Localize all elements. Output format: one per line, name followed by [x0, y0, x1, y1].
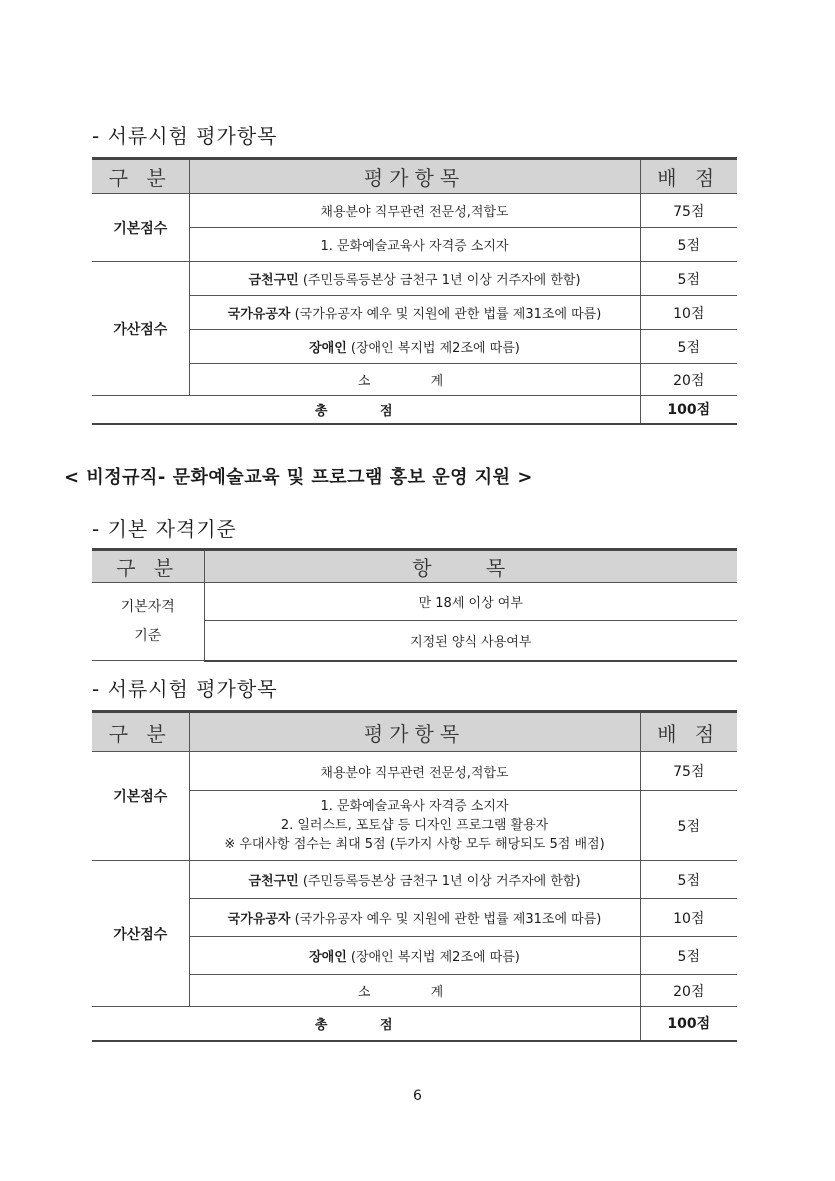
header-items: 항 목 — [204, 550, 737, 583]
bonus-row-detail: (장애인 복지법 제2조에 따름) — [346, 341, 520, 356]
header-category: 구 분 — [92, 159, 189, 194]
total-label: 총 점 — [92, 1007, 640, 1041]
basic-qualification-label — [92, 583, 204, 661]
section3-heading: - 서류시험 평가항목 — [92, 677, 278, 701]
bonus-row-text — [189, 296, 640, 330]
table-header-row — [92, 159, 737, 194]
bonus-row-points: 5점 — [640, 937, 737, 975]
table-row — [92, 228, 737, 262]
total-label: 총 점 — [92, 396, 640, 424]
bonus-row-points: 5점 — [640, 861, 737, 899]
table-row — [92, 975, 737, 1007]
bonus-score-label: 가산점수 — [92, 861, 189, 1007]
table-row — [92, 1007, 737, 1041]
section1-heading: - 서류시험 평가항목 — [92, 124, 278, 148]
bonus-row-title: 금천구민 — [248, 273, 299, 288]
base-row-note: ※ 우대사항 점수는 최대 5점 (두가지 사항 모두 해당되도 5점 배점) — [224, 837, 605, 852]
bonus-row-title: 금천구민 — [248, 874, 299, 889]
table-header-row — [92, 550, 737, 583]
subtotal-points: 20점 — [640, 364, 737, 396]
bonus-row-text — [189, 262, 640, 296]
label-line: 기본자격 — [120, 598, 175, 615]
table-row — [92, 899, 737, 937]
base-row-text: 1. 문화예술교육사 자격증 소지자 — [189, 228, 640, 262]
header-points: 배 점 — [640, 159, 737, 194]
table-row — [92, 791, 737, 861]
base-row-points: 5점 — [640, 791, 737, 861]
base-row-points: 5점 — [640, 228, 737, 262]
bonus-row-detail: (국가유공자 예우 및 지원에 관한 법률 제31조에 따름) — [290, 912, 602, 927]
bonus-row-text — [189, 330, 640, 364]
subtotal-points: 20점 — [640, 975, 737, 1007]
base-score-label: 기본점수 — [92, 752, 189, 861]
table-header-row — [92, 712, 737, 752]
bonus-row-title: 국가유공자 — [227, 307, 291, 322]
base-row-line: 1. 문화예술교육사 자격증 소지자 — [320, 799, 509, 814]
header-points: 배 점 — [640, 712, 737, 752]
section2-heading: - 기본 자격기준 — [92, 517, 237, 541]
total-points: 100점 — [640, 1007, 737, 1041]
bonus-row-text — [189, 937, 640, 975]
table-row — [92, 296, 737, 330]
table-row — [92, 330, 737, 364]
table-row — [92, 194, 737, 228]
label-line: 기준 — [134, 627, 162, 644]
base-score-label: 기본점수 — [92, 194, 189, 262]
position-title: < 비정규직- 문화예술교육 및 프로그램 홍보 운영 지원 > — [64, 467, 533, 488]
total-points: 100점 — [640, 396, 737, 424]
bonus-row-title: 장애인 — [309, 950, 347, 965]
table-row — [92, 396, 737, 424]
bonus-row-title: 장애인 — [309, 341, 347, 356]
bonus-row-text — [189, 899, 640, 937]
bonus-score-label: 가산점수 — [92, 262, 189, 396]
bonus-row-points: 10점 — [640, 899, 737, 937]
base-row-points: 75점 — [640, 194, 737, 228]
qualification-item: 지정된 양식 사용여부 — [204, 621, 737, 661]
base-row-points: 75점 — [640, 752, 737, 791]
subtotal-label: 소 계 — [189, 364, 640, 396]
table-row — [92, 937, 737, 975]
bonus-row-detail: (국가유공자 예우 및 지원에 관한 법률 제31조에 따름) — [290, 307, 602, 322]
bonus-row-points: 5점 — [640, 262, 737, 296]
table-row — [92, 262, 737, 296]
subtotal-label: 소 계 — [189, 975, 640, 1007]
header-items: 평가항목 — [189, 159, 640, 194]
table-row — [92, 861, 737, 899]
section2-table — [92, 548, 737, 662]
bonus-row-detail: (장애인 복지법 제2조에 따름) — [346, 950, 520, 965]
table-row — [92, 583, 737, 621]
base-row-line: 2. 일러스트, 포토샵 등 디자인 프로그램 활용자 — [280, 818, 549, 833]
page-number: 6 — [413, 1088, 422, 1104]
table-row — [92, 364, 737, 396]
base-row-text — [189, 791, 640, 861]
header-category: 구 분 — [92, 712, 189, 752]
section3-table — [92, 710, 737, 1042]
base-row-text: 채용분야 직무관련 전문성,적합도 — [189, 752, 640, 791]
base-row-text: 채용분야 직무관련 전문성,적합도 — [189, 194, 640, 228]
bonus-row-text — [189, 861, 640, 899]
table-row — [92, 752, 737, 791]
section1-table — [92, 157, 737, 425]
header-items: 평가항목 — [189, 712, 640, 752]
bonus-row-points: 5점 — [640, 330, 737, 364]
qualification-item: 만 18세 이상 여부 — [204, 583, 737, 621]
bonus-row-points: 10점 — [640, 296, 737, 330]
header-category: 구 분 — [92, 550, 204, 583]
bonus-row-detail: (주민등록등본상 금천구 1년 이상 거주자에 한함) — [298, 273, 581, 288]
bonus-row-title: 국가유공자 — [227, 912, 291, 927]
bonus-row-detail: (주민등록등본상 금천구 1년 이상 거주자에 한함) — [298, 874, 581, 889]
